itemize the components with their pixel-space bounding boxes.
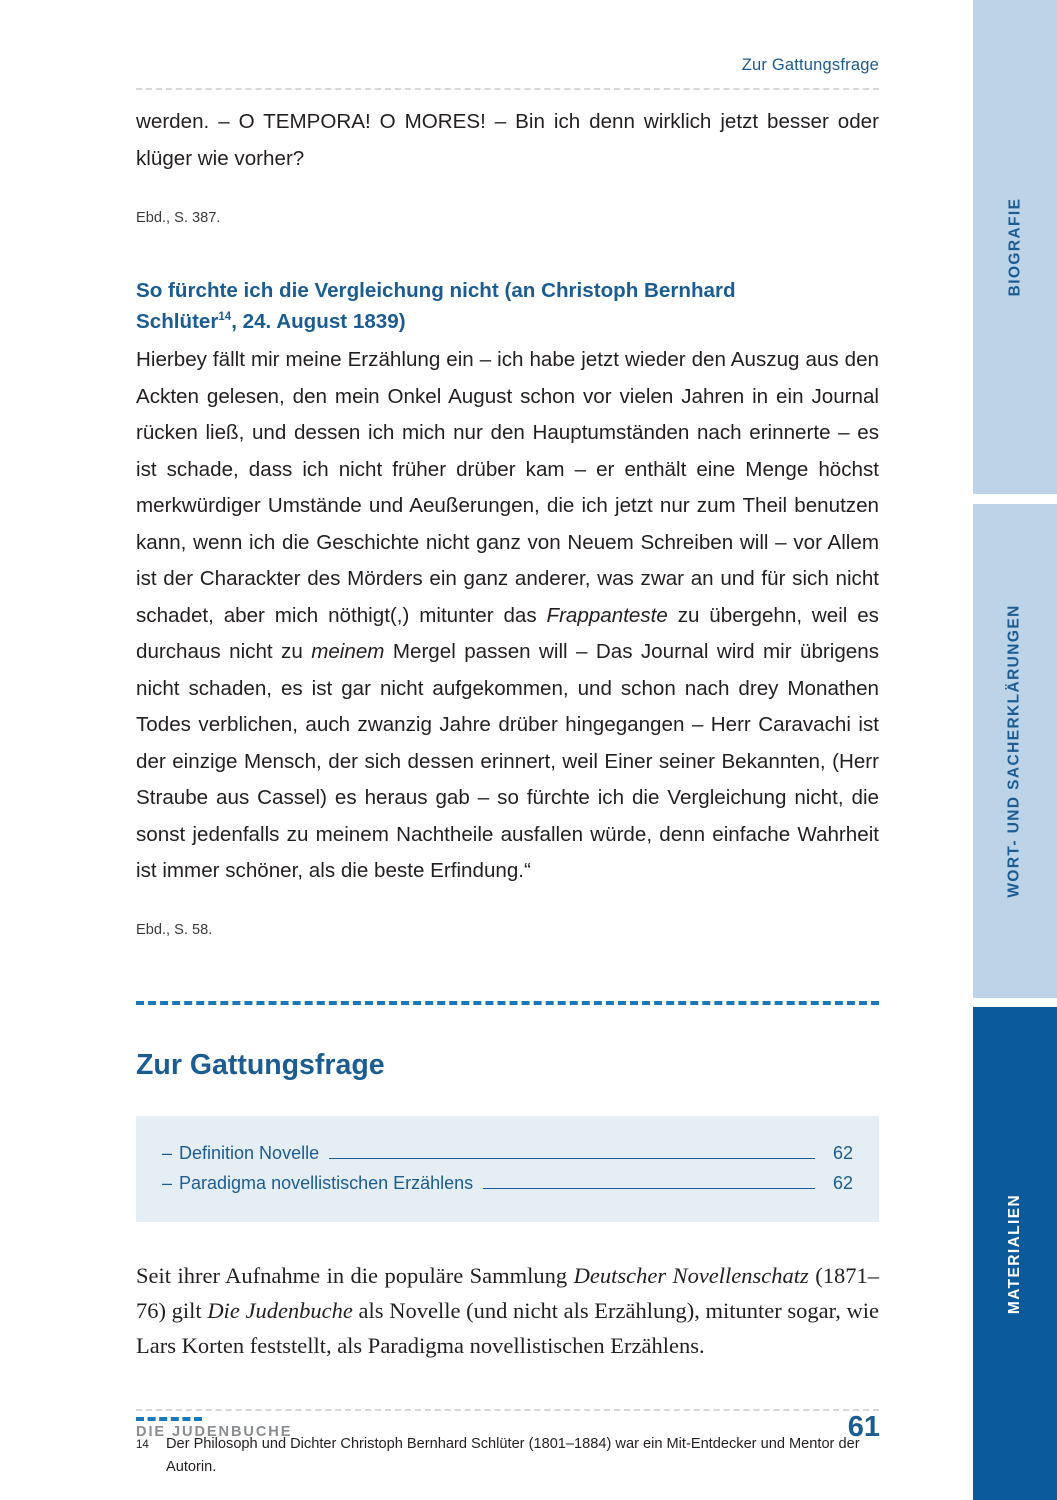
footer-book-title: DIE JUDENBUCHE <box>136 1424 293 1440</box>
section-contents-box <box>136 1116 879 1222</box>
letter-heading-line2-pre: Schlüter <box>136 310 219 333</box>
footnote-text: Der Philosoph und Dichter Christoph Bernhard Schlüter (1801–1884) war ein Mit-Entdecker und Mentor der Autorin. <box>166 1435 860 1475</box>
tab-wort-und-sacherklaerungen[interactable] <box>973 504 1057 998</box>
toc-entry-0[interactable] <box>162 1138 853 1168</box>
letter-heading <box>136 275 879 337</box>
tab-materialien[interactable] <box>973 1007 1057 1500</box>
toc-leader-line <box>329 1157 815 1159</box>
section-heading: Zur Gattungsfrage <box>136 1048 385 1081</box>
letter-heading-line1: So fürchte ich die Vergleichung nicht (an Christoph Bernhard <box>136 279 736 302</box>
page-content <box>136 0 879 1479</box>
footnote-number: 14 <box>136 1438 149 1451</box>
toc-entry-1[interactable] <box>162 1168 853 1198</box>
section-divider <box>136 1001 879 1005</box>
toc-entry-page: 62 <box>832 1142 853 1163</box>
source-reference-2: Ebd., S. 58. <box>136 921 213 938</box>
tab-label: MATERIALIEN <box>1006 1193 1024 1314</box>
toc-entry-label: Paradigma novellistischen Erzählens <box>179 1172 474 1193</box>
toc-entry-label: Definition Novelle <box>179 1142 320 1163</box>
tab-biografie[interactable] <box>973 0 1057 494</box>
letter-body-part2: zu übergehn, weil es durchaus nicht zu <box>136 603 879 663</box>
letter-body <box>136 342 879 890</box>
running-head: Zur Gattungsfrage <box>741 56 879 74</box>
quote-continuation: werden. – O TEMPORA! O MORES! – Bin ich denn wirklich jetzt besser oder klüger wie vorher? <box>136 110 879 170</box>
letter-body-part1: Hierbey fällt mir meine Erzählung ein – ich habe jetzt wieder den Auszug aus den Ackten gelesen, den mein Onkel August schon vor vielen Jahren in ein Journal rücken ließ, und dessen ich mich nur den Hauptumständen nach erinnerte – es ist schade, dass ich nicht früher drüber kam – er enthält eine Menge höchst merkwürdiger Umstände und Aeußerungen, die ich jetzt nur zum Theil benutzen kann, wenn ich die Geschichte nicht ganz von Neuem Schreiben will – vor Allem ist der Charackter des Mörders ein ganz anderer, was zwar an und für sich nicht schadet, aber mich nöthigt(,) mitunter das <box>136 348 879 627</box>
footnote-marker: 14 <box>218 311 232 324</box>
toc-bullet: – <box>162 1142 173 1163</box>
toc-leader-line <box>483 1187 815 1189</box>
letter-emphasis-2: meinem <box>311 640 385 663</box>
toc-bullet: – <box>162 1172 173 1193</box>
intro-part1: Seit ihrer Aufnahme in die populäre Sammlung <box>136 1262 574 1288</box>
intro-title-2: Die Judenbuche <box>207 1297 353 1323</box>
footer-divider <box>136 1409 879 1411</box>
intro-part2: (1871–76) gilt <box>136 1262 879 1323</box>
source-reference-1: Ebd., S. 387. <box>136 210 221 226</box>
intro-title-1: Deutscher Novellenschatz <box>573 1262 809 1288</box>
letter-body-part3: Mergel passen will – Das Journal wird mir übrigens nicht schaden, es ist gar nicht aufgekommen, und schon nach drey Monathen Todes verblichen, auch zwanzig Jahre drüber hingegangen – Herr Caravachi ist der einzige Mensch, der sich dessen erinnert, weil Einer seiner Bekannten, (Herr Straube aus Cassel) es heraus gab – so fürchte ich die Vergleichung nicht, die sonst jedenfalls zu meinem Nachtheile ausfallen würde, denn einfache Wahrheit ist immer schöner, als die beste Erfindung.“ <box>136 640 879 882</box>
tab-label: BIOGRAFIE <box>1006 197 1023 297</box>
thumb-index-tabs <box>960 0 1057 1500</box>
section-intro-paragraph <box>136 1258 879 1363</box>
letter-heading-line2-post: , 24. August 1839) <box>231 310 406 333</box>
page-number: 61 <box>847 1411 880 1443</box>
letter-emphasis-1: Frappanteste <box>546 603 668 627</box>
tab-label: WORT- UND SACHERKLÄRUNGEN <box>1006 604 1024 898</box>
toc-entry-page: 62 <box>832 1172 853 1193</box>
intro-part3: als Novelle (und nicht als Erzählung), mitunter sogar, wie Lars Korten feststellt, als Paradigma novellistischen Erzählens. <box>136 1297 880 1358</box>
footnote-divider <box>136 1417 202 1421</box>
